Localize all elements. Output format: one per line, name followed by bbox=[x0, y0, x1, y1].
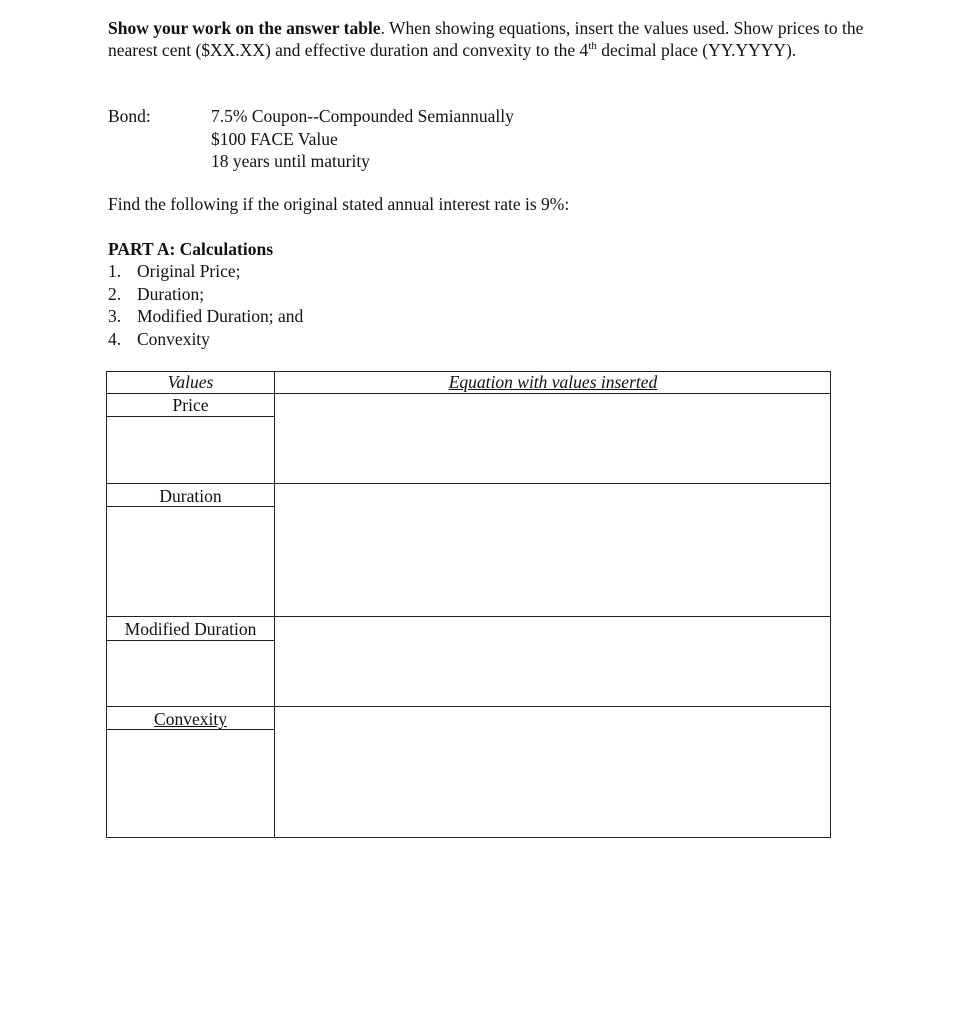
bond-maturity: 18 years until maturity bbox=[211, 151, 370, 171]
row-label-price: Price bbox=[172, 395, 209, 415]
header-values: Values bbox=[167, 372, 214, 392]
duration-section-divider bbox=[106, 616, 831, 617]
column-divider bbox=[274, 371, 275, 838]
list-item-number: 1. bbox=[108, 261, 122, 281]
bond-label: Bond: bbox=[108, 106, 151, 126]
bond-details bbox=[211, 105, 514, 173]
list-item-number: 3. bbox=[108, 306, 122, 326]
answer-table bbox=[106, 371, 831, 838]
list-item-text: Original Price; bbox=[137, 261, 241, 281]
list-item bbox=[108, 328, 303, 351]
convexity-label-divider bbox=[106, 729, 275, 730]
list-item bbox=[108, 260, 303, 283]
part-a-list bbox=[108, 260, 303, 350]
row-label-convexity: Convexity bbox=[154, 709, 227, 729]
list-item-text: Convexity bbox=[137, 328, 210, 349]
list-item-text: Duration; bbox=[137, 283, 205, 304]
part-a-heading: PART A: Calculations bbox=[108, 239, 274, 259]
instructions-superscript: th bbox=[588, 40, 597, 53]
list-item bbox=[108, 305, 303, 328]
instructions-bold-lead: Show your work on the answer table bbox=[108, 18, 381, 38]
table-outer-border bbox=[106, 371, 831, 838]
row-label-duration: Duration bbox=[159, 486, 222, 506]
price-label-divider bbox=[106, 416, 275, 417]
instructions-text-1: . When showing equations, insert the values used. Show prices to the nearest cent ($XX.XX) and effective duration and convexity to the 4 bbox=[108, 18, 864, 60]
row-label-modified-duration: Modified Duration bbox=[124, 619, 257, 639]
list-item-number: 2. bbox=[108, 283, 122, 304]
list-item-number: 4. bbox=[108, 328, 122, 349]
modified-duration-section-divider bbox=[106, 706, 831, 707]
duration-label-divider bbox=[106, 506, 275, 507]
find-instruction: Find the following if the original stated annual interest rate is 9%: bbox=[108, 194, 570, 214]
header-equation: Equation with values inserted bbox=[448, 372, 658, 392]
instructions-paragraph bbox=[108, 17, 868, 61]
list-item-text: Modified Duration; and bbox=[137, 306, 304, 326]
list-item bbox=[108, 283, 303, 306]
instructions-text-2: decimal place (YY.YYYY). bbox=[596, 40, 797, 60]
bond-face-value: $100 FACE Value bbox=[211, 128, 338, 149]
price-section-divider bbox=[106, 483, 831, 484]
modified-duration-label-divider bbox=[106, 640, 275, 641]
bond-coupon: 7.5% Coupon--Compounded Semiannually bbox=[211, 106, 514, 126]
